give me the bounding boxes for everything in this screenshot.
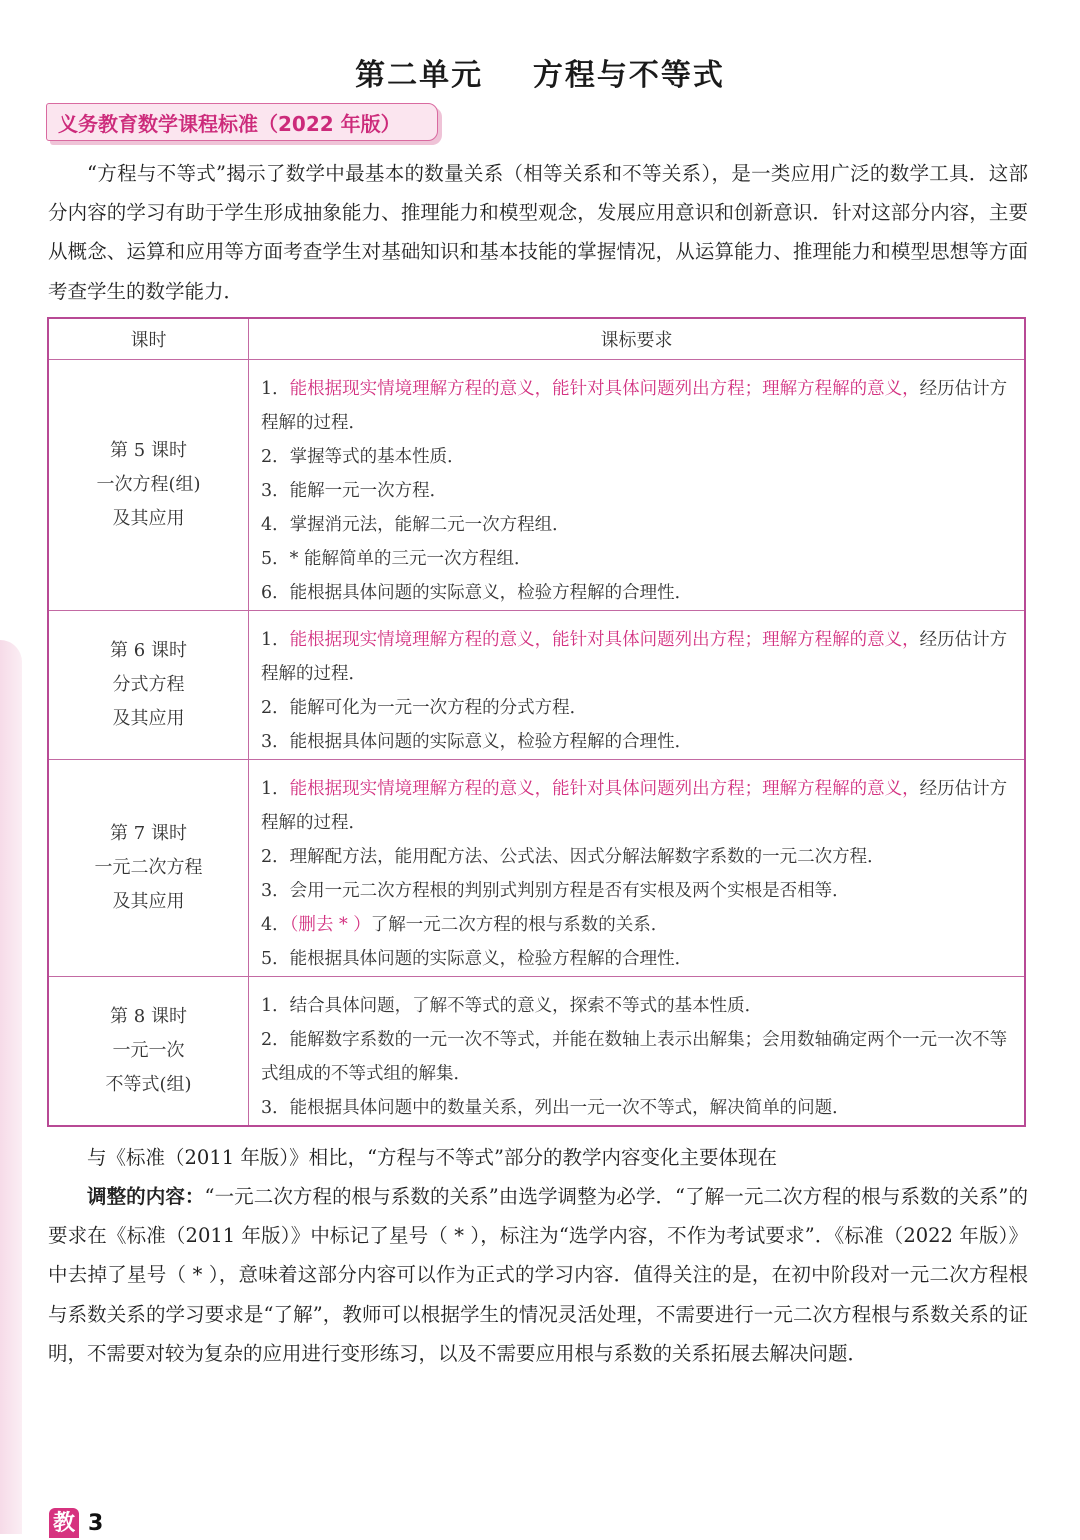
requirement-text: * 能解简单的三元一次方程组． [289, 549, 532, 569]
lesson-cell [49, 611, 249, 759]
table-body [49, 360, 1024, 1125]
requirement-text: 能解可化为一元一次方程的分式方程． [289, 698, 588, 718]
lesson-line: 一元二次方程 [94, 857, 203, 878]
requirement-number: 3． [261, 481, 290, 501]
requirement-text: 经历估计方程解的过程． [261, 630, 1008, 684]
requirement-number: 4． [261, 515, 290, 535]
requirement-item [261, 942, 1014, 976]
requirement-number: 3． [261, 1098, 290, 1118]
table-row [49, 977, 1024, 1125]
requirement-item [261, 725, 1014, 759]
requirement-text: 掌握等式的基本性质． [289, 447, 465, 467]
requirement-item [261, 1091, 1014, 1125]
requirement-text: 能根据具体问题的实际意义，检验方程解的合理性． [289, 732, 693, 752]
requirement-number: 2． [261, 847, 290, 867]
requirement-item [261, 772, 1014, 840]
lesson-line: 第 7 课时 [110, 823, 187, 844]
requirement-item [261, 1023, 1014, 1091]
requirement-text: 结合具体问题，了解不等式的意义，探索不等式的基本性质． [289, 996, 763, 1016]
requirement-item [261, 576, 1014, 610]
requirement-text: 能根据具体问题的实际意义，检验方程解的合理性． [289, 583, 693, 603]
page-number: 3 [88, 1511, 104, 1536]
adjusted-label: 调整的内容： [87, 1185, 205, 1208]
requirement-number: 6． [261, 583, 290, 603]
requirement-text: 掌握消元法，能解二元一次方程组． [289, 515, 570, 535]
page-badge: 教 [49, 1508, 79, 1538]
requirement-number: 2． [261, 1030, 290, 1050]
requirement-number: 5． [261, 549, 290, 569]
requirement-item [261, 840, 1014, 874]
table-header [49, 319, 1024, 360]
requirement-text: 经历估计方程解的过程． [261, 779, 1008, 833]
header-lesson: 课时 [49, 319, 249, 359]
comparison-note: 与《标准（2011 年版）》相比，“方程与不等式”部分的教学内容变化主要体现在 [87, 1146, 778, 1169]
lesson-line: 一元一次 [112, 1040, 185, 1061]
lesson-line: 第 8 课时 [110, 1006, 187, 1027]
requirement-text: 了解一元二次方程的根与系数的关系． [370, 915, 669, 935]
lesson-line: 及其应用 [112, 891, 185, 912]
requirement-number: 3． [261, 881, 290, 901]
requirement-highlight: 能根据现实情境理解方程的意义，能针对具体问题列出方程；理解方程解的意义， [289, 779, 920, 799]
requirement-item [261, 989, 1014, 1023]
requirement-number: 5． [261, 949, 290, 969]
lesson-line: 分式方程 [112, 674, 185, 695]
requirement-number: 1． [261, 779, 290, 799]
requirement-number: 1． [261, 996, 290, 1016]
requirement-number: 3． [261, 732, 290, 752]
requirement-item [261, 874, 1014, 908]
requirement-item [261, 508, 1014, 542]
lesson-cell [49, 977, 249, 1125]
table-row [49, 360, 1024, 611]
requirement-text: 能根据具体问题的实际意义，检验方程解的合理性． [289, 949, 693, 969]
requirement-item [261, 691, 1014, 725]
lesson-line: 及其应用 [112, 508, 185, 529]
requirement-text: 能解数字系数的一元一次不等式，并能在数轴上表示出解集；会用数轴确定两个一元一次不等式组成的不等式组的解集． [261, 1030, 1008, 1084]
requirement-item [261, 440, 1014, 474]
requirement-number: 1． [261, 630, 290, 650]
lesson-line: 第 5 课时 [110, 440, 187, 461]
requirements-cell [249, 760, 1024, 976]
adjusted-paragraph [48, 1177, 1028, 1373]
standard-banner [46, 103, 438, 141]
requirement-number: 4． [261, 915, 290, 935]
curriculum-table [47, 317, 1026, 1127]
intro-paragraph: “方程与不等式”揭示了数学中最基本的数量关系（相等关系和不等关系），是一类应用广泛的数学工具．这部分内容的学习有助于学生形成抽象能力、推理能力和模型观念，发展应用意识和创新意识．针对这部分内容，主要从概念、运算和应用等方面考查学生对基础知识和基本技能的掌握情况，从运算能力、推理能力和模型思想等方面考查学生的数学能力． [48, 162, 1028, 303]
requirement-number: 2． [261, 698, 290, 718]
requirements-cell [249, 611, 1024, 759]
requirement-item [261, 474, 1014, 508]
requirements-cell [249, 977, 1024, 1125]
banner-label: 义务教育数学课程标准（2022 年版） [58, 112, 401, 136]
requirement-text: 能解一元一次方程． [289, 481, 448, 501]
requirement-item [261, 372, 1014, 440]
side-decoration-bar [0, 640, 22, 1534]
requirement-text: 会用一元二次方程根的判别式判别方程是否有实根及两个实根是否相等． [289, 881, 850, 901]
lesson-line: 不等式(组) [105, 1074, 192, 1095]
requirement-item [261, 542, 1014, 576]
requirement-highlight: 能根据现实情境理解方程的意义，能针对具体问题列出方程；理解方程解的意义， [289, 630, 920, 650]
header-requirements: 课标要求 [600, 330, 673, 351]
requirement-text: 理解配方法，能用配方法、公式法、因式分解法解数字系数的一元二次方程． [289, 847, 885, 867]
requirement-highlight: 能根据现实情境理解方程的意义，能针对具体问题列出方程；理解方程解的意义， [289, 379, 920, 399]
requirements-cell [249, 360, 1024, 610]
table-row [49, 611, 1024, 760]
requirement-number: 2． [261, 447, 290, 467]
requirement-number: 1． [261, 379, 290, 399]
lesson-cell [49, 760, 249, 976]
adjusted-text: “一元二次方程的根与系数的关系”由选学调整为必学．“了解一元二次方程的根与系数的关系”的要求在《标准（2011 年版）》中标记了星号（ * ），标注为“选学内容，不作为考试要求”．《标准（2022 年版）》中去掉了星号（ * ），意味着这部分内容可以作为正式的学习内容．值得关注的是，在初中阶段对一元二次方程根与系数关系的学习要求是“了解”，教师可以根据学生的情况灵活处理，不需要进行一元二次方程根与系数关系的证明，不需要对较为复杂的应用进行变形练习，以及不需要应用根与系数的关系拓展去解决问题． [48, 1185, 1028, 1365]
lesson-line: 及其应用 [112, 708, 185, 729]
requirement-item [261, 908, 1014, 942]
lesson-line: 一次方程(组) [96, 474, 201, 495]
requirement-item [261, 623, 1014, 691]
page-title: 第二单元 方程与不等式 [355, 58, 725, 93]
requirement-text: 经历估计方程解的过程． [261, 379, 1008, 433]
requirement-text: 能根据具体问题中的数量关系，列出一元一次不等式，解决简单的问题． [289, 1098, 850, 1118]
requirement-highlight: （删去 * ） [289, 915, 371, 935]
table-row [49, 760, 1024, 977]
lesson-line: 第 6 课时 [110, 640, 187, 661]
lesson-cell [49, 360, 249, 610]
